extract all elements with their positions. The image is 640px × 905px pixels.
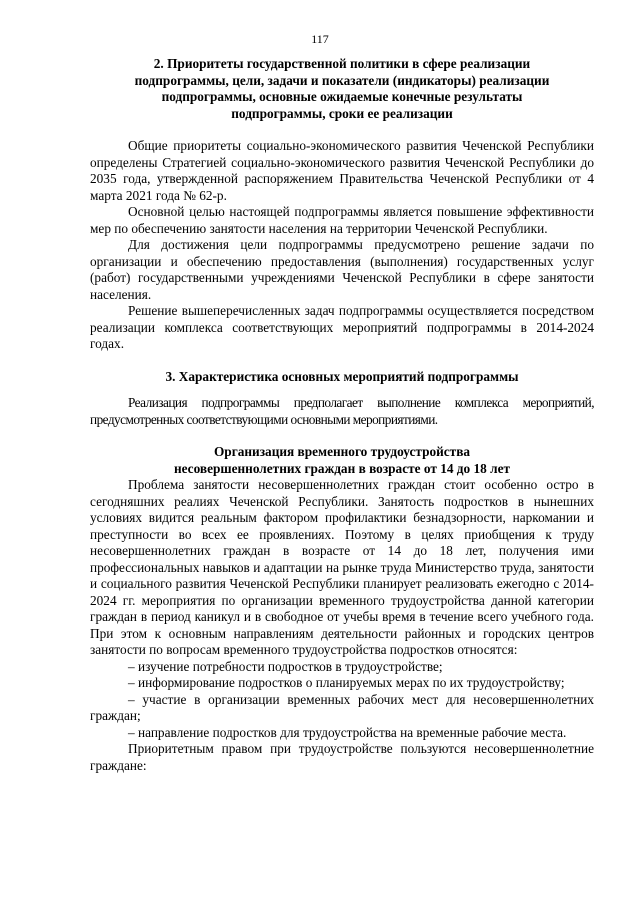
section-2-heading-line: подпрограммы, основные ожидаемые конечные результаты [161, 89, 523, 104]
subsection-heading-line: Организация временного трудоустройства [213, 444, 471, 459]
subsection-heading [90, 444, 594, 477]
section-2-heading-line: подпрограммы, сроки ее реализации [231, 105, 453, 121]
section-3-heading: 3. Характеристика основных мероприятий подпрограммы [165, 368, 519, 384]
subsection-heading-line: несовершеннолетних граждан в возрасте от 14 до 18 лет [173, 460, 511, 476]
section-2-heading-line: 2. Приоритеты государственной политики в сфере реализации [153, 56, 531, 71]
list-item: – участие в организации временных рабочих мест для несовершеннолетних граждан; [90, 691, 594, 723]
section-2-paragraph-4: Решение вышеперечисленных задач подпрограммы осуществляется посредством реализации комплекса соответствующих мероприятий подпрограммы в 2014-2024 годах. [90, 303, 594, 351]
document-body [90, 56, 594, 774]
section-2-paragraph-1: Общие приоритеты социально-экономического развития Чеченской Республики определены Стратегией социально-экономического развития Чеченской Республики до 2035 года, утвержденной распоряжением Правительства Чеченской Республики от 4 марта 2021 года № 62-р. [90, 138, 594, 203]
section-3-paragraph: Реализация подпрограммы предполагает выполнение комплекса мероприятий, предусмотренных соответствующими основными мероприятиями. [90, 395, 594, 427]
page-number: 117 [311, 32, 329, 46]
list-item: – направление подростков для трудоустройства на временные рабочие места. [128, 724, 567, 740]
list-item: – изучение потребности подростков в трудоустройстве; [128, 658, 443, 674]
list-item: – информирование подростков о планируемых мерах по их трудоустройству; [128, 675, 565, 690]
section-2-paragraph-2: Основной целью настоящей подпрограммы является повышение эффективности мер по обеспечению занятости населения на территории Чеченской Республики. [90, 204, 594, 236]
section-2-heading-line: подпрограммы, цели, задачи и показатели (индикаторы) реализации [134, 72, 550, 88]
section-2-paragraph-3: Для достижения цели подпрограммы предусмотрено решение задачи по организации и обеспечению предоставления (выполнения) государственных услуг (работ) государственными учреждениями Чеченской Республики в сфере занятости населения. [90, 237, 594, 302]
subsection-paragraph: Проблема занятости несовершеннолетних граждан стоит особенно остро в сегодняшних реалиях Чеченской Республики. Занятость подростков в нынешних условиях видится реальным фактором профилактики безнадзорности, наркомании и преступности во всех ее проявлениях. Поэтому в целях приобщения к труду несовершеннолетних граждан в возрасте от 14 до 18 лет, получения ими профессиональных навыков и адаптации на рынке труда Министерство труда, занятости и социального развития Чеченской Республики планирует реализовать ежегодно с 2014-2024 гг. мероприятия по организации временного трудоустройства данной категории граждан в период каникул и в свободное от учебы время в течение всего учебного года. При этом к основным направлениям деятельности районных и городских центров занятости по вопросам временного трудоустройства подростков относятся: [90, 477, 594, 657]
closing-paragraph: Приоритетным правом при трудоустройстве пользуются несовершеннолетние граждане: [90, 741, 594, 773]
section-2-heading [90, 56, 594, 122]
